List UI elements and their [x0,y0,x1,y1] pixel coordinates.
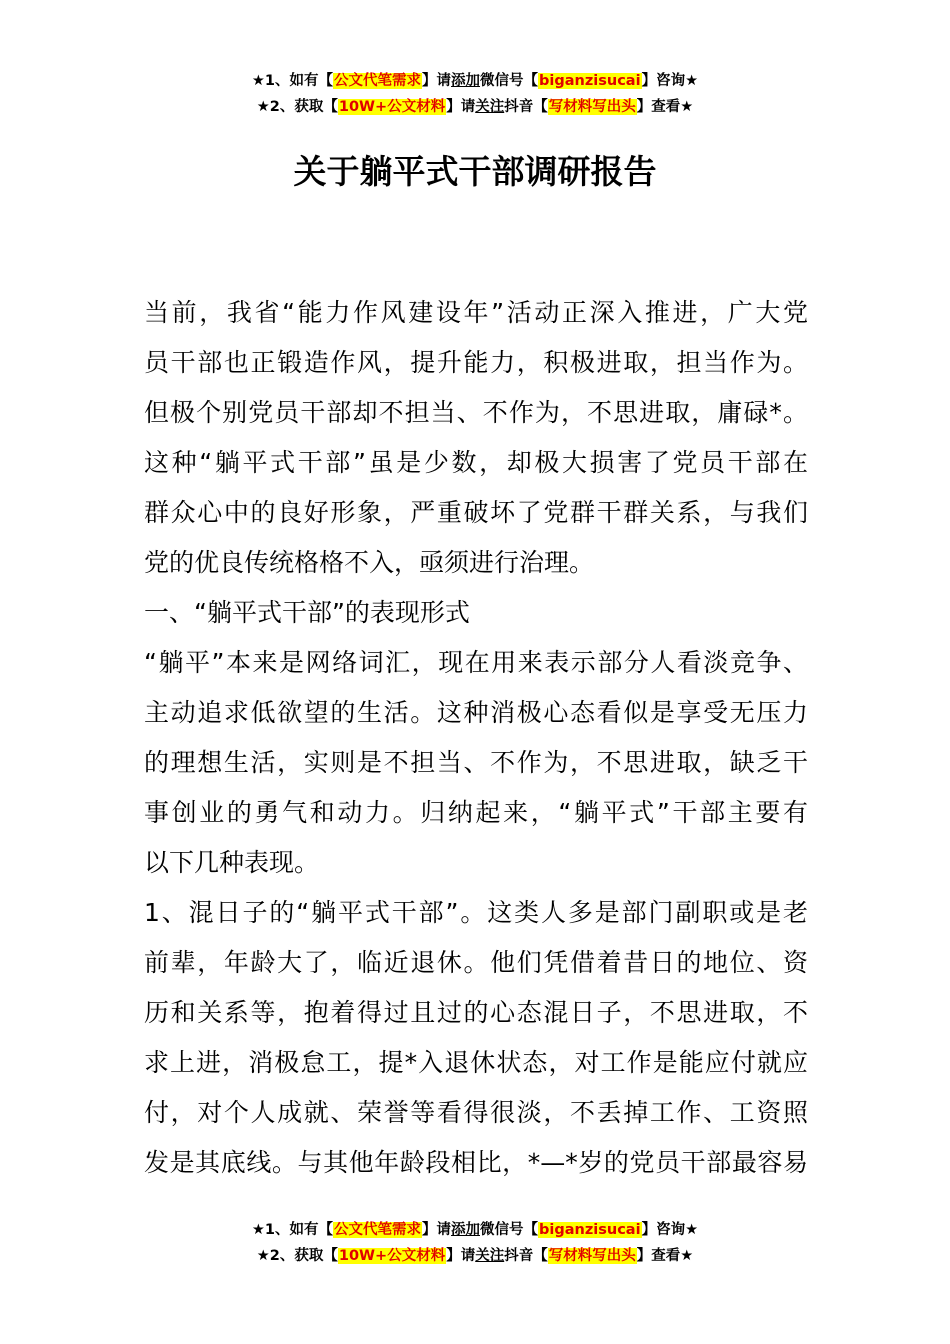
body-line: 求上进，消极怠工，提*入退休状态，对工作是能应付就应 [144,1048,808,1077]
body-line: “躺平”本来是网络词汇，现在用来表示部分人看淡竞争、 [144,648,808,677]
banner-highlight: 写材料写出头 [548,99,636,115]
banner-line-1 [0,1217,950,1243]
body-line: 但极个别党员干部却不担当、不作为，不思进取，庸碌*。 [144,398,808,427]
banner-line-1 [0,68,950,94]
body-line: 1、混日子的“躺平式干部”。这类人多是部门副职或是老 [144,898,808,927]
body-line: 这种“躺平式干部”虽是少数，却极大损害了党员干部在 [144,448,808,477]
banner-line-2 [0,1243,950,1269]
header-banner [0,68,950,120]
banner-highlight: 公文代笔需求 [334,1222,422,1238]
banner-text: 】请 [446,99,476,115]
banner-highlight: 公文代笔需求 [334,73,422,89]
banner-text: ★2、获取【 [256,1248,338,1264]
body-line: 当前，我省“能力作风建设年”活动正深入推进，广大党 [144,298,808,327]
banner-text: 】咨询★ [641,1222,699,1238]
banner-text: 微信号【 [480,1222,539,1238]
banner-highlight: 10W+公文材料 [338,1248,446,1264]
banner-text: 】请 [422,73,452,89]
document-title: 关于躺平式干部调研报告 [293,152,657,191]
banner-text: 】咨询★ [641,73,699,89]
body-line: 发是其底线。与其他年龄段相比，*—*岁的党员干部最容易 [144,1148,808,1177]
banner-text: 】查看★ [636,99,694,115]
body-line: 前辈，年龄大了，临近退休。他们凭借着昔日的地位、资 [144,948,808,977]
banner-highlight: biganzisucai [539,1222,641,1238]
banner-underline: 添加 [451,73,481,89]
banner-text: ★1、如有【 [251,1222,334,1238]
banner-text: 】请 [446,1248,476,1264]
body-line: 的理想生活，实则是不担当、不作为，不思进取，缺乏干 [144,748,808,777]
banner-underline: 添加 [451,1222,481,1238]
body-line: 党的优良传统格格不入，亟须进行治理。 [144,548,595,577]
banner-underline: 关注 [475,1248,505,1264]
body-line: 员干部也正锻造作风，提升能力，积极进取，担当作为。 [144,348,808,377]
body-line: 历和关系等，抱着得过且过的心态混日子，不思进取，不 [144,998,808,1027]
banner-highlight: 写材料写出头 [548,1248,636,1264]
document-body [144,288,808,1188]
banner-text: 微信号【 [480,73,539,89]
banner-text: 抖音【 [504,1248,548,1264]
banner-underline: 关注 [475,99,505,115]
body-line: 付，对个人成就、荣誉等看得很淡，不丢掉工作、工资照 [144,1098,808,1127]
banner-highlight: biganzisucai [539,73,641,89]
body-line: 事创业的勇气和动力。归纳起来，“躺平式”干部主要有 [144,798,808,827]
body-line: 主动追求低欲望的生活。这种消极心态看似是享受无压力 [144,698,808,727]
banner-text: 】请 [422,1222,452,1238]
body-line: 群众心中的良好形象，严重破坏了党群干群关系，与我们 [144,498,808,527]
banner-text: 抖音【 [504,99,548,115]
body-line: 以下几种表现。 [144,848,320,877]
section-heading: 一、“躺平式干部”的表现形式 [144,598,470,627]
banner-line-2 [0,94,950,120]
banner-text: 】查看★ [636,1248,694,1264]
banner-text: ★2、获取【 [256,99,338,115]
banner-text: ★1、如有【 [251,73,334,89]
banner-highlight: 10W+公文材料 [338,99,446,115]
footer-banner [0,1217,950,1269]
